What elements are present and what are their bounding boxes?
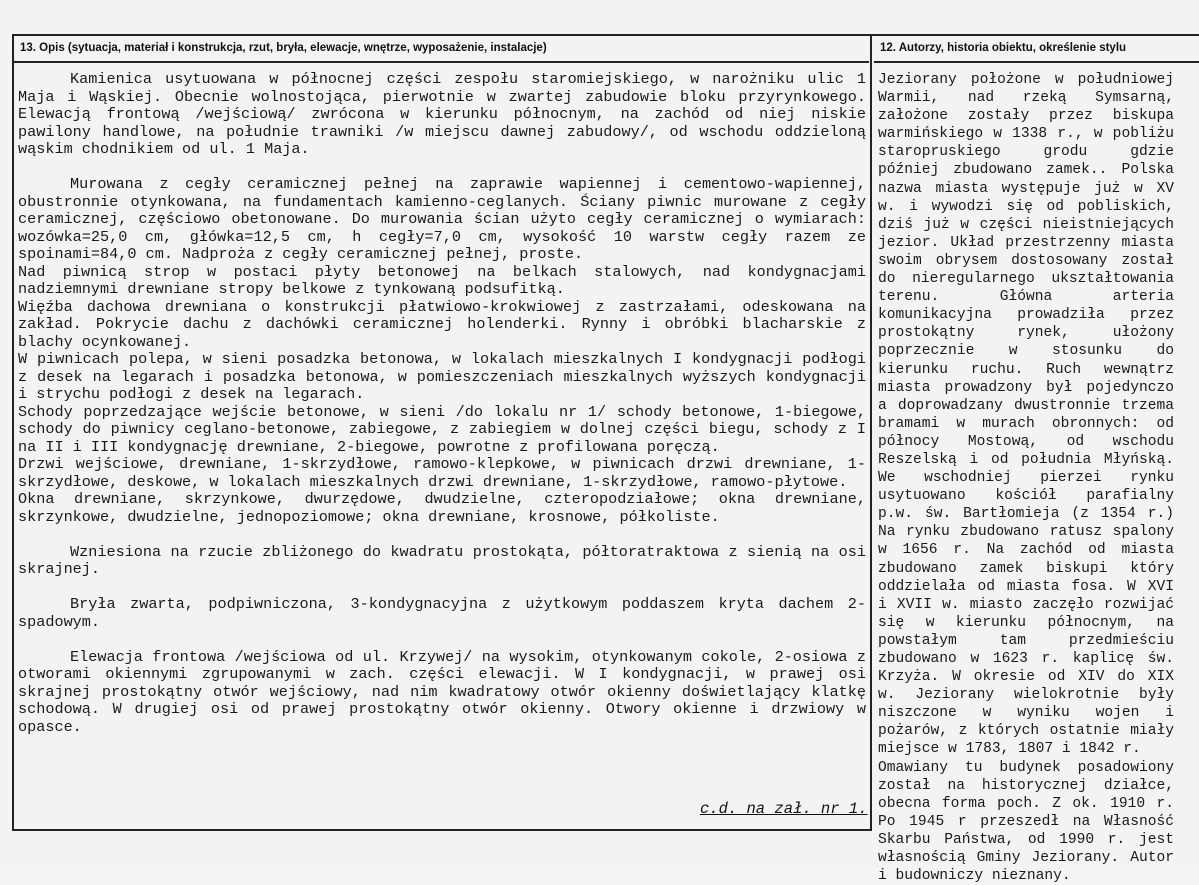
roof-paragraph: Więźba dachowa drewniana o konstrukcji płatwiowo-krokwiowej z zastrzałami, odeskowana na zakład. Pokrycie dachu z dachówki ceramicznej holenderki. Rynny i obróbki blacharskie z blachy ocynkowanej. [18, 297, 866, 351]
location-paragraph: Kamienica usytuowana w północnej części zespołu staromiejskiego, w narożniku ulic 1 Maja i Wąskiej. Obecnie wolnostojąca, pierwotnie w zwartej zabudowie bloku przyrynkowego. Elewacją frontową /wejściową/ zwrócona w kierunku północnym, na zachód od niej niskie pawilony handlowe, na południe trawniki /w miejscu dawnej zabudowy/, od wschodu oddzieloną wąskim chodnikiem od ul. 1 Maja. [18, 70, 866, 158]
materials-paragraph: Murowana z cegły ceramicznej pełnej na zaprawie wapiennej i cementowo-wapiennej, obustronnie otynkowana, na fundamentach kamienno-ceglanych. Ściany piwnic murowane z cegły ceramicznej, częściowo obetonowane. Do murowania ścian użyto cegły ceramicznej o wymiarach: wozówka=25,0 cm, główka=12,5 cm, h cegły=7,0 cm, wysokość 10 warstw cegły razem ze spoinami=84,0 cm. Nadproża z cegły ceramicznej pełnej, proste. [18, 175, 866, 263]
ceilings-paragraph: Nad piwnicą strop w postaci płyty betonowej na belkach stalowych, nad kondygnacjami nadziemnymi drewniane stropy belkowe z tynkowaną podsufitką. [18, 262, 866, 298]
facade-paragraph: Elewacja frontowa /wejściowa od ul. Krzywej/ na wysokim, otynkowanym cokole, 2-osiowa z otworami okiennymi zgrupowanymi w zach. części elewacji. W I kondygnacji, w prawej osi skrajnej prostokątny otwór wejściowy, nad nim kwadratowy otwór okienny doświetlający klatkę schodową. W drugiej osi od prawej prostokątny otwór okienny. Otwory okienne i drzwiowy w opasce. [18, 647, 866, 736]
section-12-header: 12. Autorzy, historia obiektu, określenie stylu [880, 42, 1127, 54]
top-rule [14, 34, 1199, 36]
section-13-header: 13. Opis (sytuacja, materiał i konstrukcja, rzut, bryła, elewacje, wnętrze, wyposażenie, instalacje) [20, 42, 547, 54]
stairs-paragraph: Schody poprzedzające wejście betonowe, w sieni /do lokalu nr 1/ schody betonowe, 1-biegowe, schody do piwnicy ceglano-betonowe, zabiegowe, z zabiegiem w dolnej części biegu, schody z I na II i III kondygnację drewniane, 2-biegowe, powrotne z profilowana poręczą. [18, 402, 866, 456]
windows-paragraph: Okna drewniane, skrzynkowe, dwurzędowe, dwudzielne, czteropodziałowe; okna drewniane, skrzynkowe, dwudzielne, jednopoziomowe; okna drewniane, krosnowe, półkoliste. [18, 490, 866, 526]
description-column [18, 71, 866, 736]
header-rule-right [874, 61, 1199, 63]
town-history-paragraph: Jeziorany położone w południowej Warmii, nad rzeką Symsarną, założone zostały przez biskupa warmińskiego w 1338 r., w pobliżu staropruskiego grodu gdzie później zbudowano zamek.. Polska nazwa miasta występuje już w XV w. i wywodzi się od pobliskich, dziś już w części nieistniejących jezior. Układ przestrzenny miasta swoim obrysem dostosowany został do nieregularnego ukształtowania terenu. Główna arteria komunikacyjna prowadziła przez prostokątny rynek, ułożony poprzecznie w stosunku do kierunku ruchu. Ruch wewnątrz miasta prowadzony był pojedynczo a doprowadzany dwustronnie trzema bramami w murach obronnych: od północy Mostową, od wschodu Reszelską i od południa Młyńską. We wschodniej pierzei rynku usytuowano kościół parafialny p.w. św. Bartłomieja (z 1354 r.) Na rynku zbudowano ratusz spalony w 1656 r. Na zachód od miasta zbudowano zamek biskupi który oddzielała od miasta fosa. W XVI i XVII w. miasto zaczęło rozwijać się w kierunku północnym, na powstałym tam przedmieściu zbudowano w 1623 r. kaplicę św. Krzyża. W okresie od XIV do XIX w. Jeziorany wielokrotnie były niszczone w wyniku wojen i pożarów, z których ostatnie miały miejsce w 1783, 1807 i 1842 r. [878, 72, 1174, 758]
plan-paragraph: Wzniesiona na rzucie zbliżonego do kwadratu prostokąta, półtoratraktowa z sienią na osi skrajnej. [18, 542, 866, 578]
bottom-rule [14, 829, 872, 831]
header-rule-left [14, 61, 869, 63]
continuation-note: c.d. na zał. nr 1. [700, 800, 868, 818]
floors-paragraph: W piwnicach polepa, w sieni posadzka betonowa, w lokalach mieszkalnych I kondygnacji podłogi z desek na legarach i posadzka betonowa, w pomieszczeniach mieszkalnych wyższych kondygnacji i strychu podłogi z desek na legarach. [18, 350, 866, 403]
doors-paragraph: Drzwi wejściowe, drewniane, 1-skrzydłowe, ramowo-klepkowe, w piwnicach drzwi drewniane, 1-skrzydłowe, deskowe, w lokalach mieszkalnych drzwi drewniane, 1-skrzydłowe, ramowo-płytowe. [18, 455, 866, 491]
building-history-paragraph: Omawiany tu budynek posadowiony został na historycznej działce, obecna forma poch. Z ok. 1910 r. Po 1945 r przeszedł na Własność Skarbu Państwa, od 1990 r. jest własnością Gminy Jeziorany. Autor i budowniczy nieznany. [878, 759, 1174, 885]
history-column [878, 71, 1174, 885]
massing-paragraph: Bryła zwarta, podpiwniczona, 3-kondygnacyjna z użytkowym poddaszem kryta dachem 2-spadowym. [18, 595, 866, 631]
left-border [12, 34, 14, 831]
column-divider [870, 34, 872, 831]
